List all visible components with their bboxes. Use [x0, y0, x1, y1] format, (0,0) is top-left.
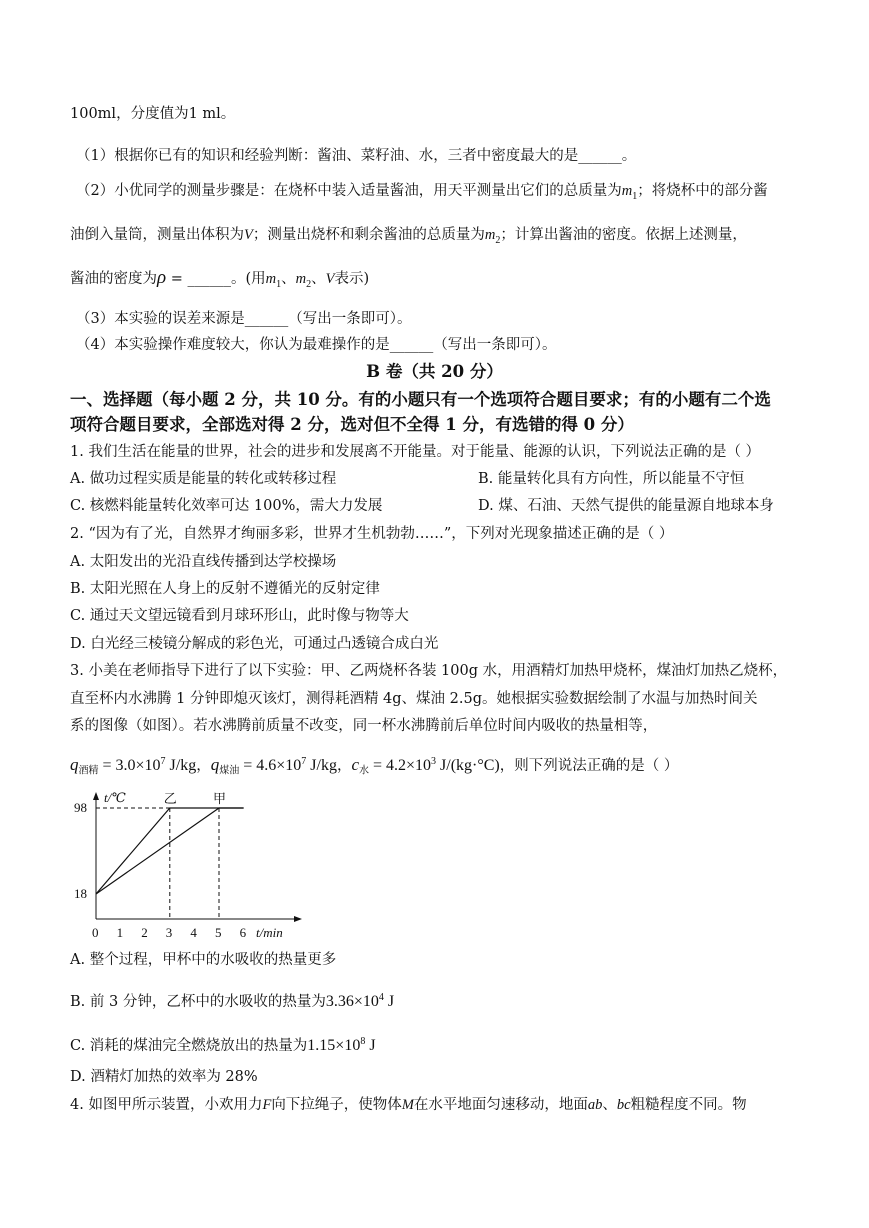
question-2-option-a: A. 太阳发出的光沿直线传播到达学校操场 — [70, 554, 337, 570]
section-heading-line2: 项符合题目要求，全部选对得 2 分，选对但不全得 1 分，有选错的得 0 分） — [70, 415, 634, 434]
x-tick-label: 6 — [239, 925, 247, 940]
question-3-option-a: A. 整个过程，甲杯中的水吸收的热量更多 — [70, 952, 337, 968]
y-tick-label: 98 — [74, 800, 87, 815]
question-2-option-c: C. 通过天文望远镜看到月球环形山，此时像与物等大 — [70, 608, 409, 624]
question-3-stem-line1: 3. 小美在老师指导下进行了以下实验：甲、乙两烧杯各装 100g 水，用酒精灯加热甲烧杯，煤油灯加热乙烧杯， — [70, 663, 788, 679]
x-tick-label: 3 — [165, 925, 173, 940]
x-tick-label: 0 — [92, 925, 99, 940]
question-2-option-d: D. 白光经三棱镜分解成的彩色光，可通过凸透镜合成白光 — [70, 636, 439, 652]
question-4-stem: 4. 如图甲所示装置，小欢用力F向下拉绳子，使物体M在水平地面匀速移动，地面ab、bc粗糙程度不同。物 — [70, 1097, 747, 1113]
x-tick-label: 5 — [215, 925, 222, 940]
x-tick-label: 4 — [190, 925, 197, 940]
question-1-option-b: B. 能量转化具有方向性，所以能量不守恒 — [478, 471, 745, 487]
subquestion-3: （3）本实验的误差来源是______（写出一条即可）。 — [76, 311, 412, 327]
question-1-option-d: D. 煤、石油、天然气提供的能量源自地球本身 — [478, 498, 774, 514]
question-3-option-c: C. 消耗的煤油完全燃烧放出的热量为$1.15\times 10^8$ J — [70, 1036, 376, 1054]
y-axis-arrow — [93, 792, 99, 800]
question-3-stem-line3: 系的图像（如图）。若水沸腾前质量不改变，同一杯水沸腾前后单位时间内吸收的热量相等， — [70, 718, 658, 734]
subquestion-2-line2: 油倒入量筒，测量出体积为V；测量出烧杯和剩余酱油的总质量为$m_2$；计算出酱油的密度。依据上述测量， — [70, 227, 747, 246]
x-axis-label: t/min — [256, 925, 283, 940]
subquestion-2-line3: 酱油的密度为ρ = ______。(用$m_1$、$m_2$、V表示) — [70, 267, 370, 290]
question-3-formula-line: $q_{酒精} = 3.0\times 10^7$ J/kg，$q_{煤油} = 4.6\times 10^7$ J/kg，$c_水 = 4.2\times 10^3$ J/(kg·°C)，则下列说法正确的是（ ） — [70, 754, 679, 777]
subquestion-4: （4）本实验操作难度较大，你认为最难操作的是______（写出一条即可）。 — [76, 337, 557, 353]
x-tick-label: 1 — [116, 925, 124, 940]
question-1-option-c: C. 核燃料能量转化效率可达 100%，需大力发展 — [70, 498, 383, 514]
series-label-0: 乙 — [163, 791, 177, 806]
question-2-stem: 2. “因为有了光，自然界才绚丽多彩，世界才生机勃勃……”，下列对光现象描述正确的是（ ） — [70, 526, 674, 542]
question-3-option-b: B. 前 3 分钟，乙杯中的水吸收的热量为$3.36\times 10^4$ J — [70, 992, 395, 1010]
section-heading-line1: 一、选择题（每小题 2 分，共 10 分。有的小题只有一个选项符合题目要求；有的小题有二个选 — [70, 390, 771, 409]
x-tick-label: 2 — [141, 925, 148, 940]
question-1-option-a: A. 做功过程实质是能量的转化或转移过程 — [70, 471, 337, 487]
y-tick-label: 18 — [74, 886, 87, 901]
question-3-option-d: D. 酒精灯加热的效率为 28% — [70, 1069, 258, 1085]
temperature-time-graph — [68, 782, 328, 952]
section-title: B 卷（共 20 分） — [366, 362, 503, 381]
y-axis-label: t/℃ — [104, 790, 126, 805]
x-axis-arrow — [294, 916, 302, 922]
question-1-row2 — [70, 496, 774, 516]
question-1-stem: 1. 我们生活在能量的世界，社会的进步和发展离不开能量。对于能量、能源的认识，下列说法正确的是（ ） — [70, 444, 761, 460]
question-2-option-b: B. 太阳光照在人身上的反射不遵循光的反射定律 — [70, 581, 380, 597]
subquestion-2-line1: （2）小优同学的测量步骤是：在烧杯中装入适量酱油，用天平测量出它们的总质量为$m_1$；将烧杯中的部分酱 — [76, 183, 768, 202]
question-1-row1 — [70, 469, 745, 489]
series-label-1: 甲 — [213, 791, 227, 806]
subquestion-1: （1）根据你已有的知识和经验判断：酱油、菜籽油、水，三者中密度最大的是______。 — [76, 148, 637, 164]
question-3-stem-line2: 直至杯内水沸腾 1 分钟即熄灭该灯，测得耗酒精 4g、煤油 2.5g。她根据实验数据绘制了水温与加热时间关 — [70, 691, 758, 707]
text-line: 100ml，分度值为1 ml。 — [70, 106, 236, 122]
